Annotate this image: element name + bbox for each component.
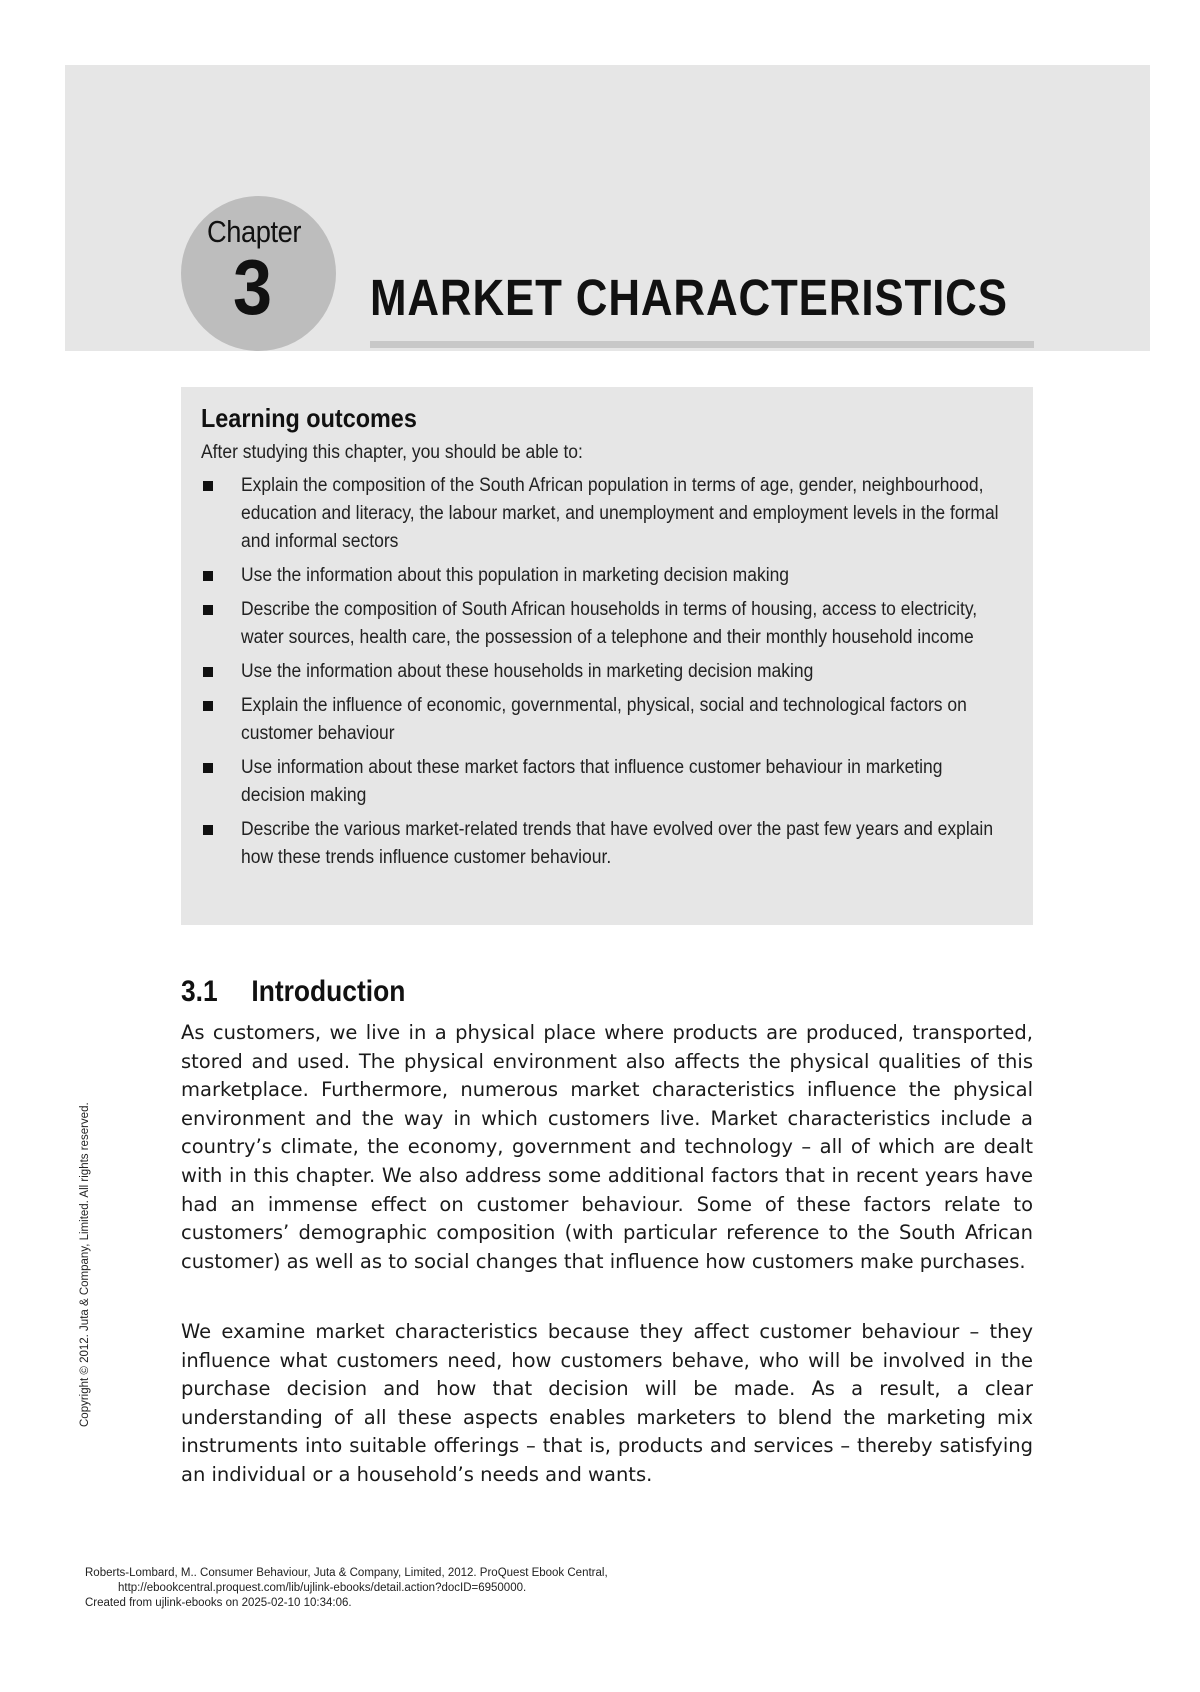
section-title: Introduction [251, 975, 406, 1008]
page-footer [85, 1566, 608, 1611]
body-paragraph: As customers, we live in a physical place where products are produced, transported, stored and used. The physical environment also affects the physical qualities of this marketplace. Furthermore, numerous market characteristics influence the physical environment and the way in which customers live. Market characteristics include a country’s climate, the economy, government and technology – all of which are dealt with in this chapter. We also address some additional factors that in recent years have had an immense effect on customer behaviour. Some of these factors relate to customers’ demographic composition (with particular reference to the South African customer) as well as to social changes that influence how customers make purchases. [181, 1021, 1033, 1273]
list-item: Describe the composition of South African households in terms of housing, access to electricity, water sources, health care, the possession of a telephone and their monthly household income [201, 596, 1013, 652]
list-item: Use the information about these households in marketing decision making [201, 658, 1013, 686]
chapter-title: MARKET CHARACTERISTICS [370, 269, 1008, 326]
chapter-number: 3 [233, 243, 273, 331]
footer-url: http://ebookcentral.proquest.com/lib/ujlink-ebooks/detail.action?docID=6950000. [118, 1582, 527, 1594]
copyright-notice: Copyright © 2012. Juta & Company, Limited. All rights reserved. [79, 1102, 91, 1427]
section-number: 3.1 [181, 975, 218, 1008]
list-item: Describe the various market-related trends that have evolved over the past few years and explain how these trends influence customer behaviour. [201, 816, 1013, 872]
body-paragraph: We examine market characteristics because they affect customer behaviour – they influence what customers need, how customers behave, who will be involved in the purchase decision and how that decision will be made. As a result, a clear understanding of all these aspects enables marketers to blend the marketing mix instruments into suitable offerings – that is, products and services – thereby satisfying an individual or a household’s needs and wants. [181, 1320, 1033, 1486]
learning-outcomes-box [181, 387, 1033, 925]
square-bullet-icon [203, 571, 213, 581]
list-item: Use the information about this population in marketing decision making [201, 562, 1013, 590]
section-heading [181, 975, 405, 1009]
learning-outcomes-intro: After studying this chapter, you should be able to: [201, 442, 583, 463]
square-bullet-icon [203, 481, 213, 491]
square-bullet-icon [203, 667, 213, 677]
list-item: Explain the composition of the South African population in terms of age, gender, neighbourhood, education and literacy, the labour market, and unemployment and employment levels in the formal and informal sectors [201, 472, 1013, 556]
list-item: Use information about these market factors that influence customer behaviour in marketing decision making [201, 754, 1013, 810]
square-bullet-icon [203, 701, 213, 711]
title-underline [370, 341, 1034, 348]
learning-outcomes-list [201, 472, 1013, 872]
list-item: Explain the influence of economic, governmental, physical, social and technological factors on customer behaviour [201, 692, 1013, 748]
footer-created: Created from ujlink-ebooks on 2025-02-10 10:34:06. [85, 1597, 352, 1609]
chapter-label: Chapter [207, 214, 301, 249]
square-bullet-icon [203, 825, 213, 835]
learning-outcomes-heading: Learning outcomes [201, 403, 417, 433]
square-bullet-icon [203, 605, 213, 615]
square-bullet-icon [203, 763, 213, 773]
footer-citation: Roberts-Lombard, M.. Consumer Behaviour, Juta & Company, Limited, 2012. ProQuest Ebook Central, [85, 1567, 608, 1579]
